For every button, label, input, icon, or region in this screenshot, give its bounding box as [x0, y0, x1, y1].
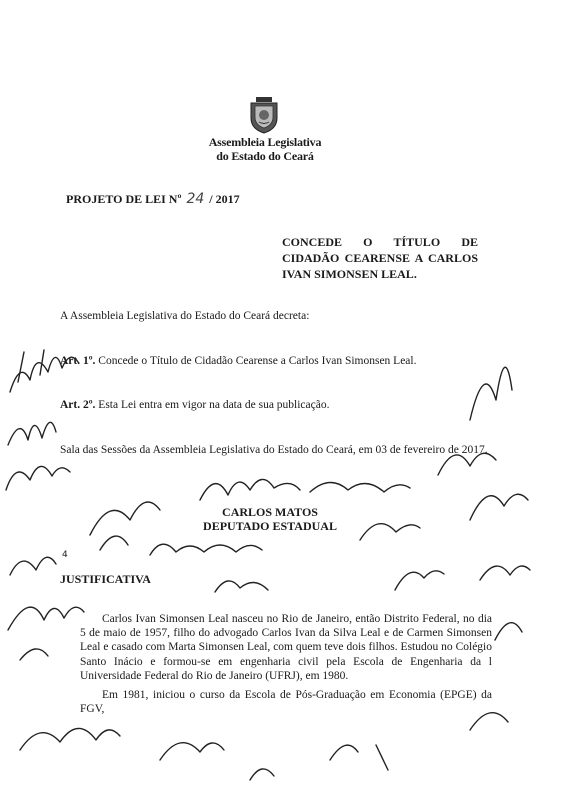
signatory-title: DEPUTADO ESTADUAL	[203, 519, 337, 533]
project-year: / 2017	[209, 192, 240, 206]
signature-mark	[20, 728, 120, 750]
margin-mark: 4	[62, 550, 68, 560]
signature-mark	[8, 607, 84, 630]
signature-mark	[330, 745, 388, 770]
signature-mark	[360, 524, 420, 540]
signature-mark	[8, 422, 56, 445]
justificativa-paragraph-1: Carlos Ivan Simonsen Leal nasceu no Rio de Janeiro, então Distrito Federal, no dia 5 de maio de 1957, filho do advogado Carlos Ivan da Silva Leal e de Carmen Simonsen Leal e casado com Marta Simonsen Leal, com quem teve dois filhos. Estudou no Colégio Santo Inácio e formou-se em engenharia civil pela Escola de Engenharia da l Universidade Federal do Rio de Janeiro (UFRJ), em 1980.	[80, 613, 492, 682]
article-2-label: Art. 2º.	[60, 399, 96, 411]
org-name-line2: do Estado do Ceará	[216, 149, 314, 163]
signature-mark	[18, 350, 44, 382]
signature-mark	[470, 367, 512, 420]
signature-mark	[100, 536, 128, 550]
signature-mark	[6, 466, 70, 490]
sala-das-sessoes: Sala das Sessões da Assembleia Legislativa do Estado do Ceará, em 03 de fevereiro de 2017.	[60, 444, 488, 456]
signature-mark	[480, 566, 530, 580]
signature-mark	[20, 649, 48, 660]
signature-mark	[215, 581, 268, 592]
justificativa-heading: JUSTIFICATIVA	[60, 572, 151, 586]
signatory-name: CARLOS MATOS	[222, 505, 318, 519]
justificativa-paragraph-2: Em 1981, iniciou o curso da Escola de Pós-Graduação em Economia (EPGE) da FGV,	[80, 689, 492, 715]
project-title	[66, 191, 240, 207]
ementa: CONCEDE O TÍTULO DE CIDADÃO CEARENSE A CARLOS IVAN SIMONSEN LEAL.	[282, 235, 478, 281]
signature-mark	[150, 544, 262, 555]
article-2-text: Esta Lei entra em vigor na data de sua publicação.	[95, 399, 330, 411]
article-2	[60, 398, 329, 412]
project-number: 24	[186, 191, 205, 207]
signature-mark	[160, 743, 224, 760]
signature-mark	[250, 769, 274, 780]
signature-mark	[470, 494, 528, 520]
signature-mark	[395, 571, 444, 590]
org-name-line1: Assembleia Legislativa	[208, 135, 322, 149]
signature-mark	[10, 557, 56, 575]
article-1	[60, 354, 416, 368]
signature-mark	[200, 479, 300, 500]
signature-mark	[310, 482, 410, 492]
project-label: PROJETO DE LEI Nº	[66, 192, 182, 206]
signature-mark	[495, 623, 522, 640]
signature-mark	[90, 502, 160, 535]
article-1-label: Art. 1º.	[60, 355, 96, 367]
article-1-text: Concede o Título de Cidadão Cearense a Carlos Ivan Simonsen Leal.	[95, 355, 417, 367]
state-crest-icon	[247, 96, 281, 134]
decreta-text: A Assembleia Legislativa do Estado do Ceará decreta:	[60, 310, 310, 322]
